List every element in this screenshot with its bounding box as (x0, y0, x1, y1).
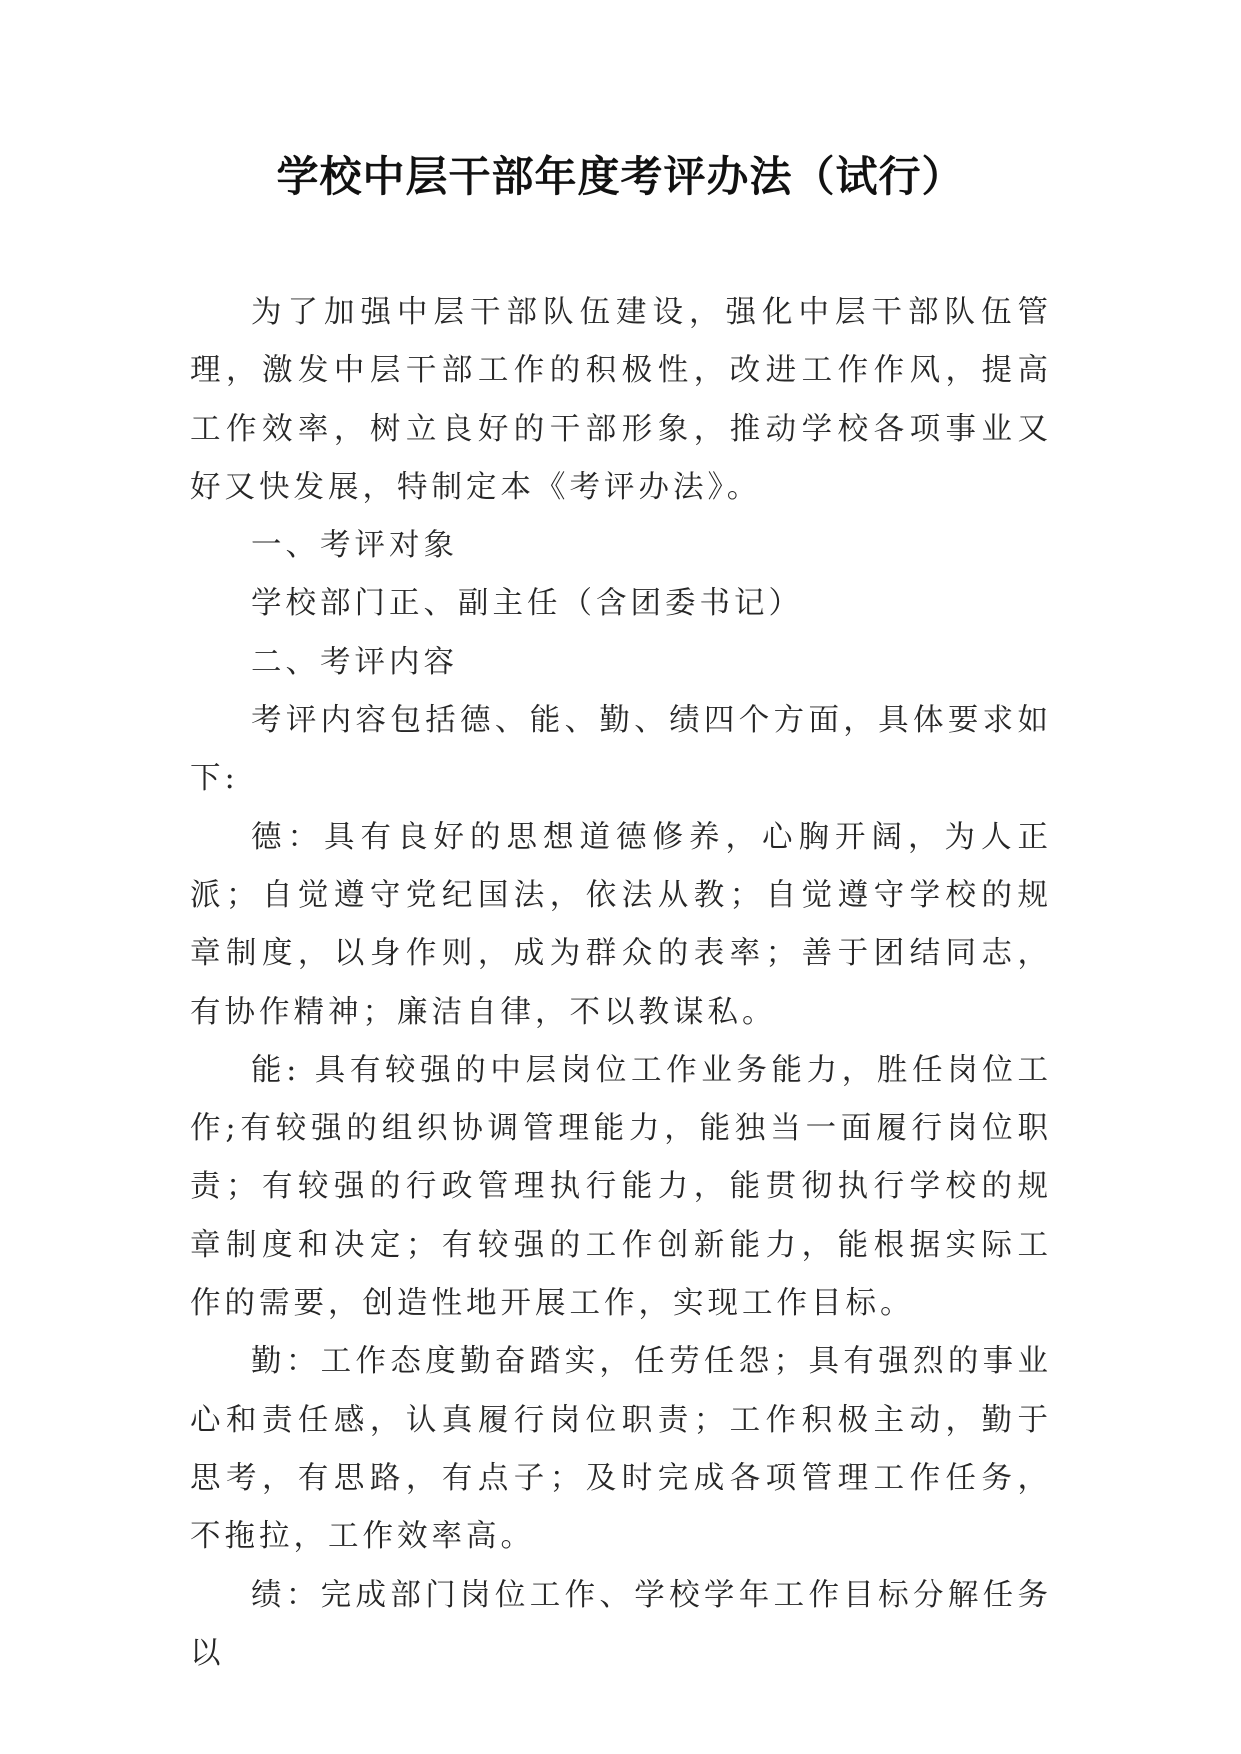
paragraph-ji: 绩：完成部门岗位工作、学校学年工作目标分解任务以 (190, 1577, 1052, 1671)
paragraph-neng: 能: 具有较强的中层岗位工作业务能力，胜任岗位工作;有较强的组织协调管理能力，能独当一面履行岗位职责；有较强的行政管理执行能力，能贯彻执行学校的规章制度和决定；有较强的工作创新能力，能根据实际工作的需要，创造性地开展工作，实现工作目标。 (190, 1052, 1052, 1322)
document-title: 学校中层干部年度考评办法（试行） (276, 152, 965, 201)
section-heading-content: 二、考评内容 (251, 644, 458, 680)
paragraph-subject: 学校部门正、副主任（含团委书记） (251, 586, 803, 622)
paragraph-intro: 为了加强中层干部队伍建设，强化中层干部队伍管理，激发中层干部工作的积极性，改进工作作风，提高工作效率，树立良好的干部形象，推动学校各项事业又好又快发展，特制定本《考评办法》。 (190, 295, 1052, 505)
paragraph-content-intro: 考评内容包括德、能、勤、绩四个方面，具体要求如下: (190, 703, 1052, 797)
section-heading-subject: 一、考评对象 (251, 528, 458, 564)
paragraph-qin: 勤：工作态度勤奋踏实，任劳任怨；具有强烈的事业心和责任感，认真履行岗位职责；工作积极主动，勤于思考，有思路，有点子；及时完成各项管理工作任务，不拖拉，工作效率高。 (190, 1344, 1052, 1555)
paragraph-de: 德：具有良好的思想道德修养，心胸开阔，为人正派；自觉遵守党纪国法，依法从教；自觉遵守学校的规章制度，以身作则，成为群众的表率；善于团结同志，有协作精神；廉洁自律，不以教谋私。 (190, 819, 1052, 1030)
document-body (190, 284, 1052, 1683)
